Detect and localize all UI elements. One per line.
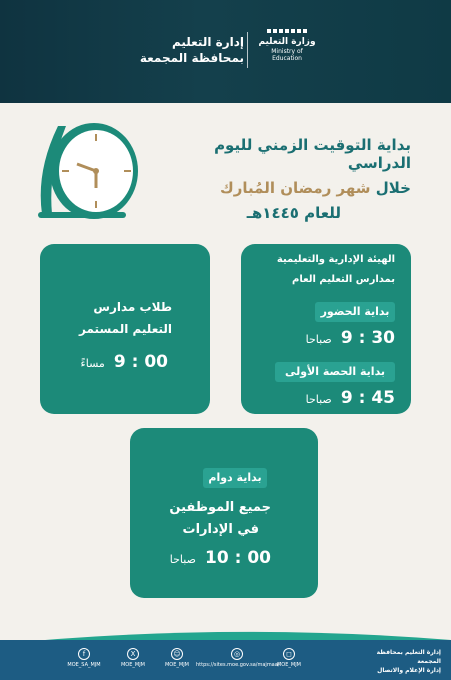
web-icon: ◎ bbox=[231, 648, 243, 660]
students-heading-1: طلاب مدارس bbox=[93, 300, 172, 314]
first-class-label: بداية الحصة الأولى bbox=[275, 362, 395, 382]
students-card bbox=[40, 244, 210, 414]
ministry-name-ar: وزارة التعليم bbox=[258, 37, 316, 47]
snapchat-icon: ☺ bbox=[171, 648, 183, 660]
attendance-label: بداية الحضور bbox=[315, 302, 395, 322]
office-line-2: بمحافظة المجمعة bbox=[139, 51, 244, 65]
title-line-2-highlight: شهر رمضان المُبارك bbox=[220, 179, 371, 197]
footer-office-line-2: إدارة الإعلام والاتصال bbox=[377, 667, 441, 674]
page-title bbox=[161, 136, 411, 222]
students-time-row bbox=[81, 352, 168, 372]
snapchat-handle: MOE_MJM bbox=[164, 662, 189, 668]
employees-heading-2: في الإدارات bbox=[182, 522, 259, 537]
ministry-name-en: Ministry of Education bbox=[271, 48, 303, 62]
footer-office-line-1: إدارة التعليم بمحافظة المجمعة bbox=[376, 649, 441, 665]
employees-time-row bbox=[170, 548, 271, 568]
title-line-2-prefix: خلال bbox=[375, 179, 411, 197]
students-period: مساءً bbox=[80, 357, 105, 370]
employees-time: 10 : 00 bbox=[205, 548, 271, 568]
social-snapchat[interactable] bbox=[160, 648, 194, 674]
employees-heading-1: جميع الموظفين bbox=[169, 500, 271, 515]
ministry-logo bbox=[256, 27, 318, 71]
office-line-1: إدارة التعليم bbox=[171, 35, 244, 49]
students-heading-2: التعليم المستمر bbox=[79, 322, 172, 336]
title-line-1: بداية التوقيت الزمني لليوم الدراسي bbox=[214, 136, 411, 172]
website-url: https://sites.moe.gov.sa/majmaa/ bbox=[196, 662, 280, 668]
social-instagram[interactable] bbox=[272, 648, 306, 674]
first-class-time: 9 : 45 bbox=[340, 388, 395, 408]
social-website[interactable] bbox=[196, 648, 278, 674]
footer-office bbox=[361, 648, 441, 675]
facebook-handle: MOE_SA_MJM bbox=[67, 662, 101, 668]
staff-heading-2: بمدارس التعليم العام bbox=[291, 274, 395, 285]
staff-card bbox=[241, 244, 411, 414]
instagram-icon: ◻ bbox=[283, 648, 295, 660]
x-handle: MOE_MJM bbox=[120, 662, 145, 668]
students-time: 9 : 00 bbox=[113, 352, 168, 372]
instagram-handle: MOE_MJM bbox=[276, 662, 301, 668]
attendance-time: 9 : 30 bbox=[340, 328, 395, 348]
attendance-period: صباحا bbox=[305, 333, 332, 346]
first-class-period: صباحا bbox=[305, 393, 332, 406]
social-facebook[interactable] bbox=[62, 648, 106, 674]
social-x[interactable] bbox=[116, 648, 150, 674]
employees-period: صباحا bbox=[169, 553, 196, 566]
clock-icon bbox=[32, 118, 142, 224]
x-icon: X bbox=[127, 648, 139, 660]
title-line-2 bbox=[161, 179, 411, 197]
header-divider bbox=[247, 32, 248, 68]
education-office bbox=[136, 34, 244, 66]
staff-heading-1: الهيئة الإدارية والتعليمية bbox=[276, 254, 395, 265]
ministry-mark-icon bbox=[256, 29, 318, 33]
attendance-time-row bbox=[306, 328, 395, 348]
facebook-icon: f bbox=[78, 648, 90, 660]
title-line-3: للعام ١٤٤٥هـ bbox=[246, 204, 341, 222]
first-class-time-row bbox=[306, 388, 395, 408]
employees-card bbox=[130, 428, 318, 598]
shift-start-label: بداية دوام bbox=[203, 468, 267, 488]
